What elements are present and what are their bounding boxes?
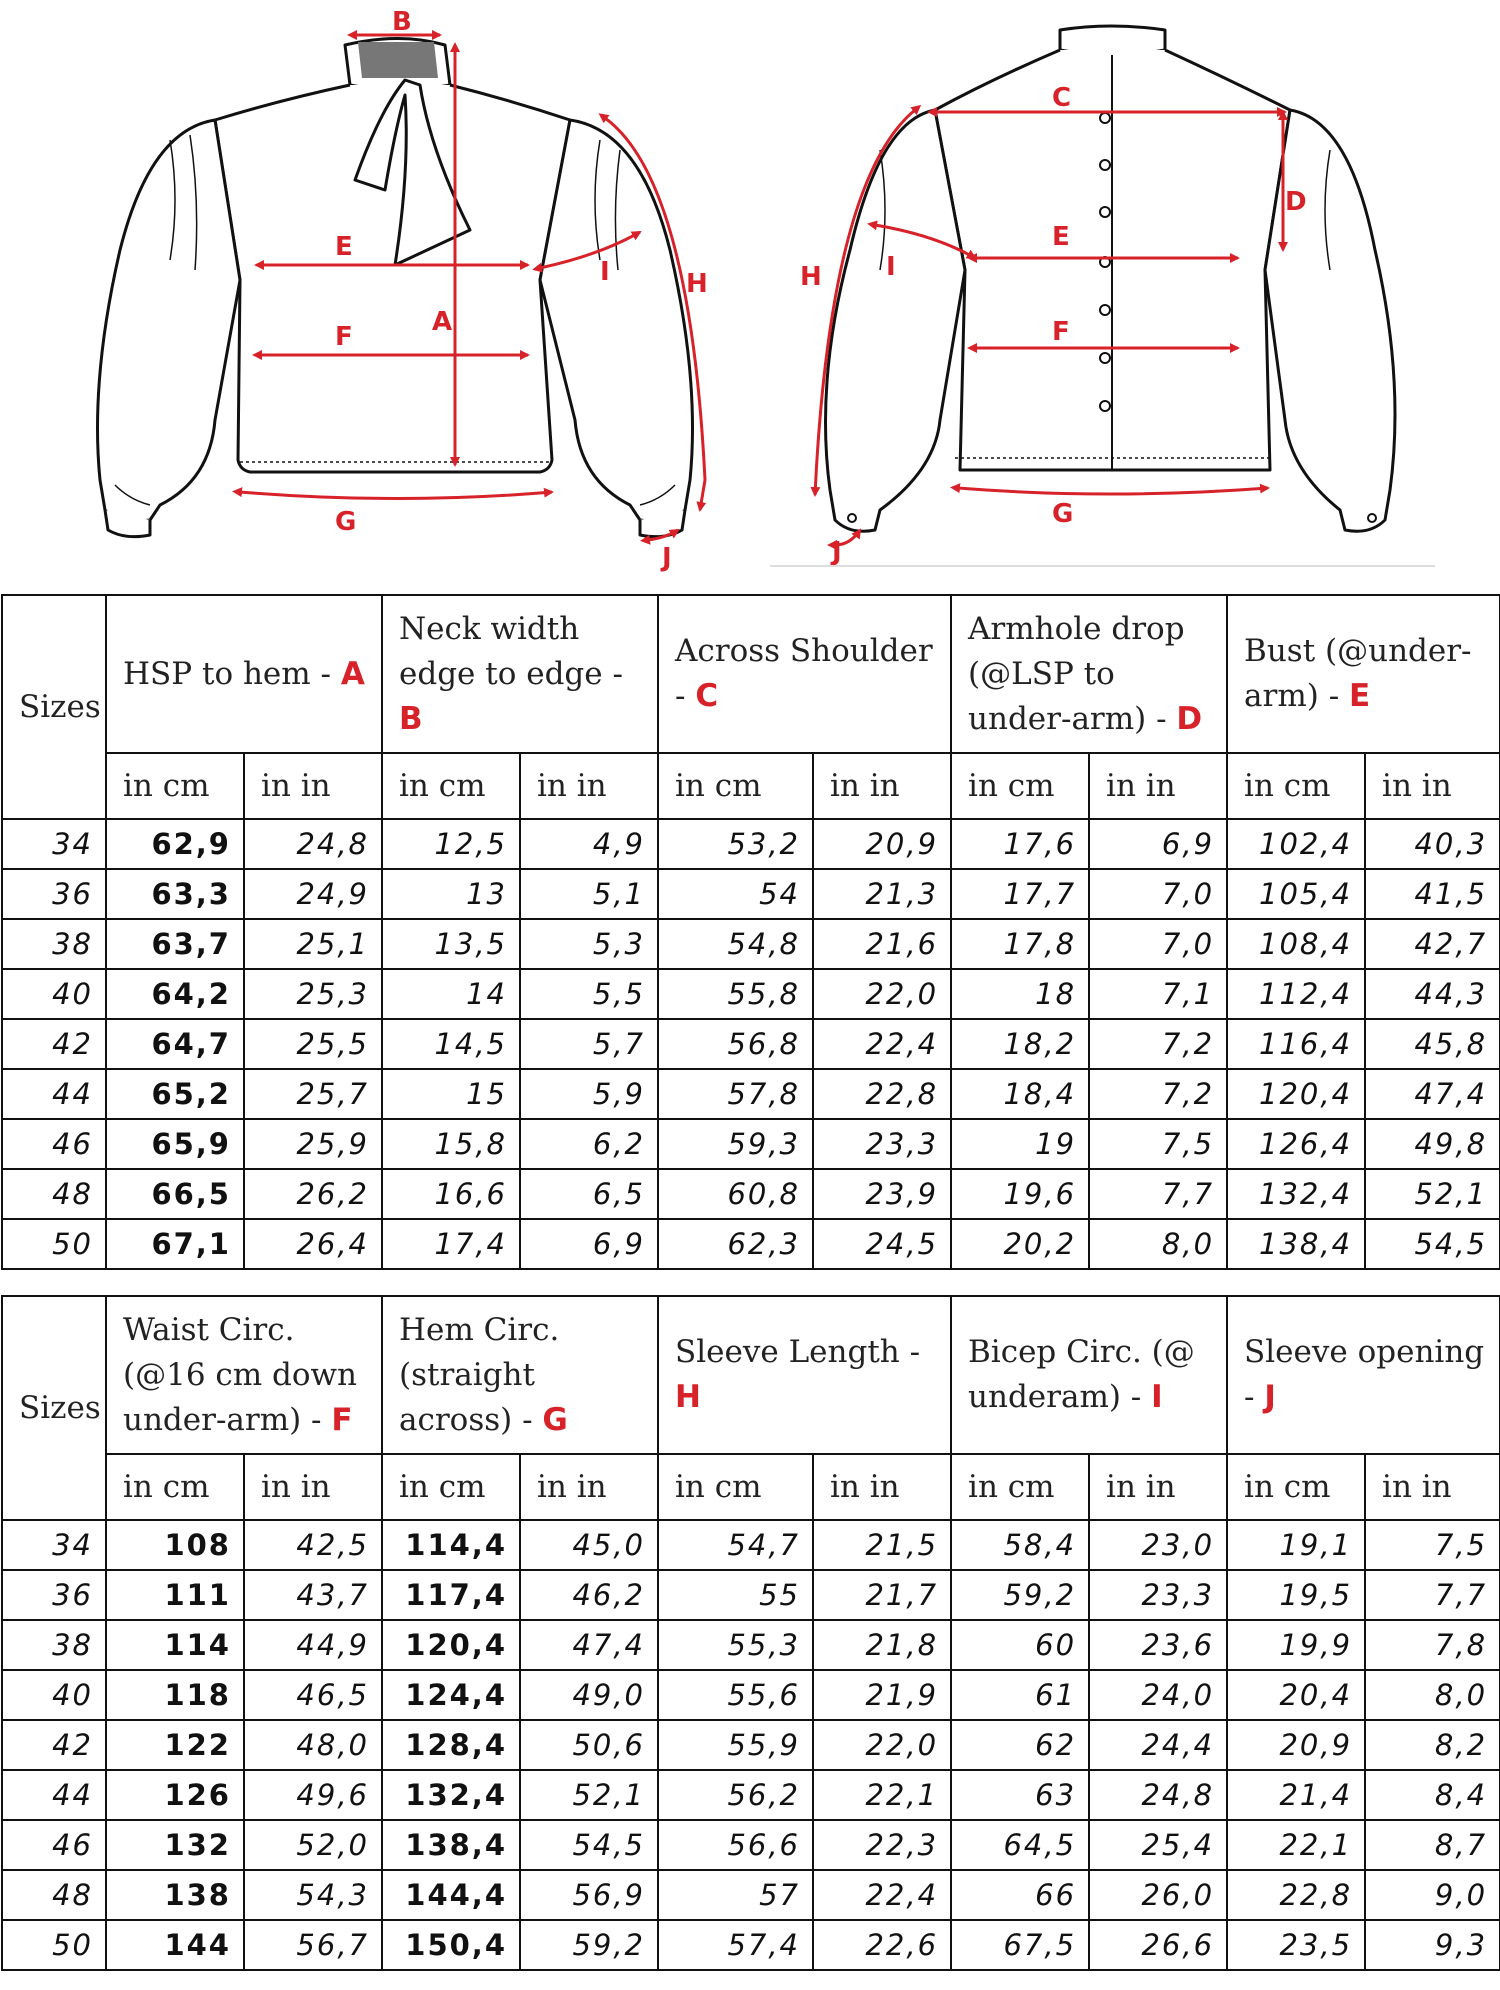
measurement-cell: 67,1: [106, 1219, 244, 1269]
measurement-cell: 25,3: [244, 969, 382, 1019]
measurement-cell: 55,3: [658, 1620, 813, 1670]
measurement-cell: 59,2: [951, 1570, 1089, 1620]
size-cell: 38: [2, 1620, 106, 1670]
measurement-cell: 118: [106, 1670, 244, 1720]
measurement-cell: 22,1: [813, 1770, 951, 1820]
unit-in: in in: [1365, 1454, 1500, 1520]
measurement-cell: 65,2: [106, 1069, 244, 1119]
unit-in: in in: [813, 753, 951, 819]
measurement-cell: 20,9: [1227, 1720, 1365, 1770]
measurement-cell: 21,4: [1227, 1770, 1365, 1820]
measurement-cell: 21,6: [813, 919, 951, 969]
column-header-B: [382, 595, 658, 753]
measurement-cell: 9,3: [1365, 1920, 1500, 1970]
measurement-cell: 49,0: [520, 1670, 658, 1720]
column-letter: I: [1151, 1379, 1163, 1415]
measurement-cell: 5,1: [520, 869, 658, 919]
measurement-cell: 24,0: [1089, 1670, 1227, 1720]
measurement-cell: 43,7: [244, 1570, 382, 1620]
measurement-cell: 22,3: [813, 1820, 951, 1870]
measurement-cell: 17,6: [951, 819, 1089, 869]
measurement-cell: 58,4: [951, 1520, 1089, 1570]
label-I-back: I: [886, 252, 896, 282]
table-row: [2, 1019, 1500, 1069]
size-cell: 42: [2, 1720, 106, 1770]
label-H-front: H: [686, 269, 708, 299]
measurement-cell: 18: [951, 969, 1089, 1019]
table-row: [2, 1119, 1500, 1169]
column-label: Bust (@under-arm) -: [1244, 633, 1472, 714]
measurement-cell: 20,2: [951, 1219, 1089, 1269]
measurement-cell: 63,7: [106, 919, 244, 969]
column-header-H: [658, 1296, 951, 1454]
measurement-cell: 19,5: [1227, 1570, 1365, 1620]
column-label: Armhole drop (@LSP to under-arm) -: [968, 610, 1185, 737]
measurement-cell: 24,4: [1089, 1720, 1227, 1770]
measurement-cell: 22,8: [813, 1069, 951, 1119]
size-table-1: [1, 594, 1500, 1270]
measurement-cell: 144,4: [382, 1870, 520, 1920]
label-F-front: F: [335, 322, 353, 352]
measurement-cell: 6,9: [520, 1219, 658, 1269]
measurement-cell: 41,5: [1365, 869, 1500, 919]
label-I-front: I: [600, 257, 610, 287]
measurement-cell: 15,8: [382, 1119, 520, 1169]
measurement-cell: 112,4: [1227, 969, 1365, 1019]
column-header-A: [106, 595, 382, 753]
measurement-cell: 5,5: [520, 969, 658, 1019]
measurement-cell: 22,4: [813, 1019, 951, 1069]
measurement-cell: 25,5: [244, 1019, 382, 1069]
unit-row: [2, 753, 1500, 819]
measurement-cell: 62: [951, 1720, 1089, 1770]
measurement-cell: 6,9: [1089, 819, 1227, 869]
measurement-cell: 132: [106, 1820, 244, 1870]
measurement-cell: 13: [382, 869, 520, 919]
measurement-cell: 150,4: [382, 1920, 520, 1970]
measurement-cell: 24,5: [813, 1219, 951, 1269]
measurement-cell: 40,3: [1365, 819, 1500, 869]
sizes-header: Sizes: [2, 595, 106, 819]
label-E-back: E: [1052, 222, 1070, 252]
unit-in: in in: [244, 1454, 382, 1520]
measurement-cell: 55: [658, 1570, 813, 1620]
table-row: [2, 1520, 1500, 1570]
measurement-cell: 25,4: [1089, 1820, 1227, 1870]
table-row: [2, 969, 1500, 1019]
measurement-cell: 56,6: [658, 1820, 813, 1870]
measurement-cell: 6,5: [520, 1169, 658, 1219]
unit-in: in in: [1365, 753, 1500, 819]
measurement-cell: 19,6: [951, 1169, 1089, 1219]
measurement-cell: 49,6: [244, 1770, 382, 1820]
label-F-back: F: [1052, 317, 1070, 347]
table-row: [2, 1770, 1500, 1820]
column-label: Sleeve Length -: [675, 1334, 921, 1370]
measurement-cell: 47,4: [1365, 1069, 1500, 1119]
measurement-cell: 56,8: [658, 1019, 813, 1069]
measurement-cell: 24,8: [1089, 1770, 1227, 1820]
table-row: [2, 919, 1500, 969]
column-letter: B: [399, 700, 423, 737]
measurement-cell: 6,2: [520, 1119, 658, 1169]
measurement-cell: 8,0: [1365, 1670, 1500, 1720]
measurement-cell: 19: [951, 1119, 1089, 1169]
measurement-cell: 8,2: [1365, 1720, 1500, 1770]
column-letter: E: [1349, 678, 1371, 714]
measurement-cell: 60,8: [658, 1169, 813, 1219]
column-letter: H: [675, 1379, 701, 1415]
measurement-cell: 7,8: [1365, 1620, 1500, 1670]
front-view: [98, 39, 693, 537]
measurement-cell: 64,7: [106, 1019, 244, 1069]
measurement-cell: 65,9: [106, 1119, 244, 1169]
column-label: Neck width edge to edge -: [399, 610, 623, 692]
measurement-cell: 54,5: [520, 1820, 658, 1870]
measurement-cell: 26,6: [1089, 1920, 1227, 1970]
measurement-cell: 25,7: [244, 1069, 382, 1119]
measurement-cell: 54,7: [658, 1520, 813, 1570]
measurement-cell: 132,4: [1227, 1169, 1365, 1219]
label-G-front: G: [335, 507, 357, 537]
column-header-I: [951, 1296, 1227, 1454]
size-cell: 38: [2, 919, 106, 969]
measurement-cell: 24,9: [244, 869, 382, 919]
measurement-cell: 20,9: [813, 819, 951, 869]
label-D: D: [1285, 187, 1307, 217]
column-letter: D: [1176, 700, 1203, 737]
measurement-cell: 117,4: [382, 1570, 520, 1620]
measurement-cell: 50,6: [520, 1720, 658, 1770]
measurement-cell: 18,4: [951, 1069, 1089, 1119]
measurement-cell: 114: [106, 1620, 244, 1670]
size-cell: 48: [2, 1169, 106, 1219]
measurement-cell: 16,6: [382, 1169, 520, 1219]
column-header-J: [1227, 1296, 1500, 1454]
label-C: C: [1052, 83, 1072, 113]
measurement-cell: 105,4: [1227, 869, 1365, 919]
measurement-cell: 22,0: [813, 1720, 951, 1770]
size-cell: 46: [2, 1119, 106, 1169]
column-letter: A: [340, 655, 365, 692]
measurement-cell: 13,5: [382, 919, 520, 969]
label-J-back: J: [832, 537, 842, 567]
measurement-cell: 21,7: [813, 1570, 951, 1620]
measurement-cell: 62,9: [106, 819, 244, 869]
measurement-cell: 9,0: [1365, 1870, 1500, 1920]
measurement-cell: 25,1: [244, 919, 382, 969]
measurement-cell: 23,0: [1089, 1520, 1227, 1570]
measurement-cell: 18,2: [951, 1019, 1089, 1069]
measurement-cell: 62,3: [658, 1219, 813, 1269]
size-cell: 34: [2, 819, 106, 869]
size-table-2: [1, 1295, 1500, 1971]
measurement-cell: 15: [382, 1069, 520, 1119]
measurement-cell: 54,5: [1365, 1219, 1500, 1269]
back-view: [826, 26, 1396, 531]
column-label: Hem Circ. (straight across) -: [399, 1311, 560, 1438]
measurement-cell: 102,4: [1227, 819, 1365, 869]
measurement-cell: 66,5: [106, 1169, 244, 1219]
column-header-D: [951, 595, 1227, 753]
table-row: [2, 819, 1500, 869]
unit-in: in in: [520, 1454, 658, 1520]
measurement-cell: 8,4: [1365, 1770, 1500, 1820]
measurement-cell: 22,6: [813, 1920, 951, 1970]
column-letter: J: [1264, 1379, 1276, 1415]
table-row: [2, 1620, 1500, 1670]
measurement-cell: 63: [951, 1770, 1089, 1820]
column-letter: F: [331, 1401, 353, 1438]
unit-cm: in cm: [382, 1454, 520, 1520]
measurement-cell: 14,5: [382, 1019, 520, 1069]
measurement-cell: 19,9: [1227, 1620, 1365, 1670]
measurement-cell: 54,8: [658, 919, 813, 969]
measurement-cell: 7,0: [1089, 919, 1227, 969]
size-cell: 34: [2, 1520, 106, 1570]
size-cell: 46: [2, 1820, 106, 1870]
measurement-cell: 22,4: [813, 1870, 951, 1920]
table-row: [2, 1570, 1500, 1620]
measurement-cell: 116,4: [1227, 1019, 1365, 1069]
measurement-cell: 63,3: [106, 869, 244, 919]
label-B: B: [392, 7, 412, 37]
measurement-cell: 4,9: [520, 819, 658, 869]
label-H-back: H: [800, 262, 822, 292]
measurement-cell: 122: [106, 1720, 244, 1770]
measurement-cell: 54,3: [244, 1870, 382, 1920]
column-label: Sleeve opening -: [1244, 1334, 1485, 1415]
measurement-cell: 61: [951, 1670, 1089, 1720]
measurement-cell: 17,8: [951, 919, 1089, 969]
label-E-front: E: [335, 232, 353, 262]
measurement-cell: 138: [106, 1870, 244, 1920]
measurement-cell: 138,4: [382, 1820, 520, 1870]
measurement-cell: 52,1: [1365, 1169, 1500, 1219]
unit-cm: in cm: [106, 1454, 244, 1520]
measurement-cell: 55,6: [658, 1670, 813, 1720]
column-letter: G: [542, 1401, 568, 1438]
measurement-cell: 21,9: [813, 1670, 951, 1720]
measurement-cell: 8,7: [1365, 1820, 1500, 1870]
measurement-cell: 56,7: [244, 1920, 382, 1970]
measurement-cell: 59,3: [658, 1119, 813, 1169]
table-row: [2, 1920, 1500, 1970]
measurement-cell: 21,5: [813, 1520, 951, 1570]
measurement-cell: 67,5: [951, 1920, 1089, 1970]
measurement-cell: 5,7: [520, 1019, 658, 1069]
measurement-cell: 26,4: [244, 1219, 382, 1269]
measurement-cell: 52,0: [244, 1820, 382, 1870]
label-G-back: G: [1052, 499, 1074, 529]
table-row: [2, 1219, 1500, 1269]
label-A: A: [432, 307, 453, 337]
measurement-cell: 144: [106, 1920, 244, 1970]
measurement-cell: 42,7: [1365, 919, 1500, 969]
unit-cm: in cm: [1227, 753, 1365, 819]
measurement-cell: 56,9: [520, 1870, 658, 1920]
measurement-cell: 44,3: [1365, 969, 1500, 1019]
measurement-cell: 42,5: [244, 1520, 382, 1570]
unit-row: [2, 1454, 1500, 1520]
measurement-cell: 7,2: [1089, 1069, 1227, 1119]
unit-in: in in: [244, 753, 382, 819]
measurement-cell: 22,1: [1227, 1820, 1365, 1870]
measurement-cell: 7,1: [1089, 969, 1227, 1019]
table-row: [2, 1169, 1500, 1219]
size-cell: 50: [2, 1219, 106, 1269]
measurement-cell: 120,4: [1227, 1069, 1365, 1119]
measurement-cell: 124,4: [382, 1670, 520, 1720]
column-label: Across Shoulder -: [675, 633, 933, 714]
measurement-cell: 7,0: [1089, 869, 1227, 919]
measurement-cell: 46,5: [244, 1670, 382, 1720]
measurement-cell: 22,0: [813, 969, 951, 1019]
garment-illustration: [0, 0, 1500, 590]
measurement-cell: 7,5: [1089, 1119, 1227, 1169]
column-label: HSP to hem -: [123, 655, 341, 692]
measurement-cell: 126: [106, 1770, 244, 1820]
measurement-cell: 17,4: [382, 1219, 520, 1269]
measurement-cell: 46,2: [520, 1570, 658, 1620]
measurement-cell: 22,8: [1227, 1870, 1365, 1920]
measurement-cell: 23,9: [813, 1169, 951, 1219]
unit-in: in in: [813, 1454, 951, 1520]
unit-in: in in: [1089, 1454, 1227, 1520]
measurement-cell: 138,4: [1227, 1219, 1365, 1269]
size-cell: 36: [2, 1570, 106, 1620]
measurement-cell: 21,3: [813, 869, 951, 919]
measurement-cell: 24,8: [244, 819, 382, 869]
table-row: [2, 1670, 1500, 1720]
unit-cm: in cm: [951, 753, 1089, 819]
measurement-cell: 108: [106, 1520, 244, 1570]
size-cell: 44: [2, 1069, 106, 1119]
measurement-cell: 5,9: [520, 1069, 658, 1119]
measurement-cell: 57,4: [658, 1920, 813, 1970]
measurement-cell: 8,0: [1089, 1219, 1227, 1269]
measurement-cell: 19,1: [1227, 1520, 1365, 1570]
measurement-cell: 7,2: [1089, 1019, 1227, 1069]
measurement-cell: 7,5: [1365, 1520, 1500, 1570]
measurement-cell: 59,2: [520, 1920, 658, 1970]
unit-cm: in cm: [951, 1454, 1089, 1520]
column-header-E: [1227, 595, 1500, 753]
measurement-cell: 21,8: [813, 1620, 951, 1670]
unit-in: in in: [1089, 753, 1227, 819]
measurement-cell: 55,8: [658, 969, 813, 1019]
column-letter: C: [695, 678, 719, 714]
measurement-cell: 5,3: [520, 919, 658, 969]
unit-in: in in: [520, 753, 658, 819]
measurement-cell: 57,8: [658, 1069, 813, 1119]
unit-cm: in cm: [658, 753, 813, 819]
size-cell: 42: [2, 1019, 106, 1069]
unit-cm: in cm: [106, 753, 244, 819]
column-header-C: [658, 595, 951, 753]
measurement-cell: 14: [382, 969, 520, 1019]
measurement-cell: 44,9: [244, 1620, 382, 1670]
measurement-cell: 48,0: [244, 1720, 382, 1770]
size-cell: 40: [2, 969, 106, 1019]
measurement-cell: 7,7: [1089, 1169, 1227, 1219]
measurement-cell: 126,4: [1227, 1119, 1365, 1169]
unit-cm: in cm: [382, 753, 520, 819]
measurement-cell: 23,6: [1089, 1620, 1227, 1670]
measurement-cell: 26,0: [1089, 1870, 1227, 1920]
measurement-cell: 45,0: [520, 1520, 658, 1570]
measurement-cell: 60: [951, 1620, 1089, 1670]
measurement-cell: 64,5: [951, 1820, 1089, 1870]
measurement-cell: 53,2: [658, 819, 813, 869]
measurement-cell: 49,8: [1365, 1119, 1500, 1169]
size-cell: 36: [2, 869, 106, 919]
measurement-cell: 17,7: [951, 869, 1089, 919]
measurement-cell: 25,9: [244, 1119, 382, 1169]
measurement-cell: 55,9: [658, 1720, 813, 1770]
measurement-cell: 120,4: [382, 1620, 520, 1670]
unit-cm: in cm: [1227, 1454, 1365, 1520]
table-row: [2, 1820, 1500, 1870]
measurement-cell: 12,5: [382, 819, 520, 869]
measurement-cell: 52,1: [520, 1770, 658, 1820]
measurement-cell: 111: [106, 1570, 244, 1620]
column-header-G: [382, 1296, 658, 1454]
measurement-cell: 132,4: [382, 1770, 520, 1820]
measurement-cell: 45,8: [1365, 1019, 1500, 1069]
measurement-cell: 54: [658, 869, 813, 919]
size-cell: 48: [2, 1870, 106, 1920]
measurement-cell: 26,2: [244, 1169, 382, 1219]
measurement-cell: 56,2: [658, 1770, 813, 1820]
measurement-cell: 64,2: [106, 969, 244, 1019]
table-row: [2, 1069, 1500, 1119]
size-cell: 50: [2, 1920, 106, 1970]
column-label: Bicep Circ. (@ underam) -: [968, 1334, 1195, 1415]
measurement-cell: 7,7: [1365, 1570, 1500, 1620]
column-label: Waist Circ. (@16 cm down under-arm) -: [123, 1311, 358, 1438]
measurement-cell: 23,3: [1089, 1570, 1227, 1620]
measurement-cell: 20,4: [1227, 1670, 1365, 1720]
column-header-F: [106, 1296, 382, 1454]
size-cell: 40: [2, 1670, 106, 1720]
measurement-cell: 23,3: [813, 1119, 951, 1169]
measurement-cell: 66: [951, 1870, 1089, 1920]
measurement-cell: 114,4: [382, 1520, 520, 1570]
measurement-cell: 23,5: [1227, 1920, 1365, 1970]
table-row: [2, 869, 1500, 919]
sizes-header: Sizes: [2, 1296, 106, 1520]
label-J-front: J: [662, 543, 672, 573]
measurement-cell: 128,4: [382, 1720, 520, 1770]
measurement-cell: 47,4: [520, 1620, 658, 1670]
size-cell: 44: [2, 1770, 106, 1820]
table-row: [2, 1720, 1500, 1770]
measurement-cell: 57: [658, 1870, 813, 1920]
measurement-cell: 108,4: [1227, 919, 1365, 969]
table-row: [2, 1870, 1500, 1920]
unit-cm: in cm: [658, 1454, 813, 1520]
